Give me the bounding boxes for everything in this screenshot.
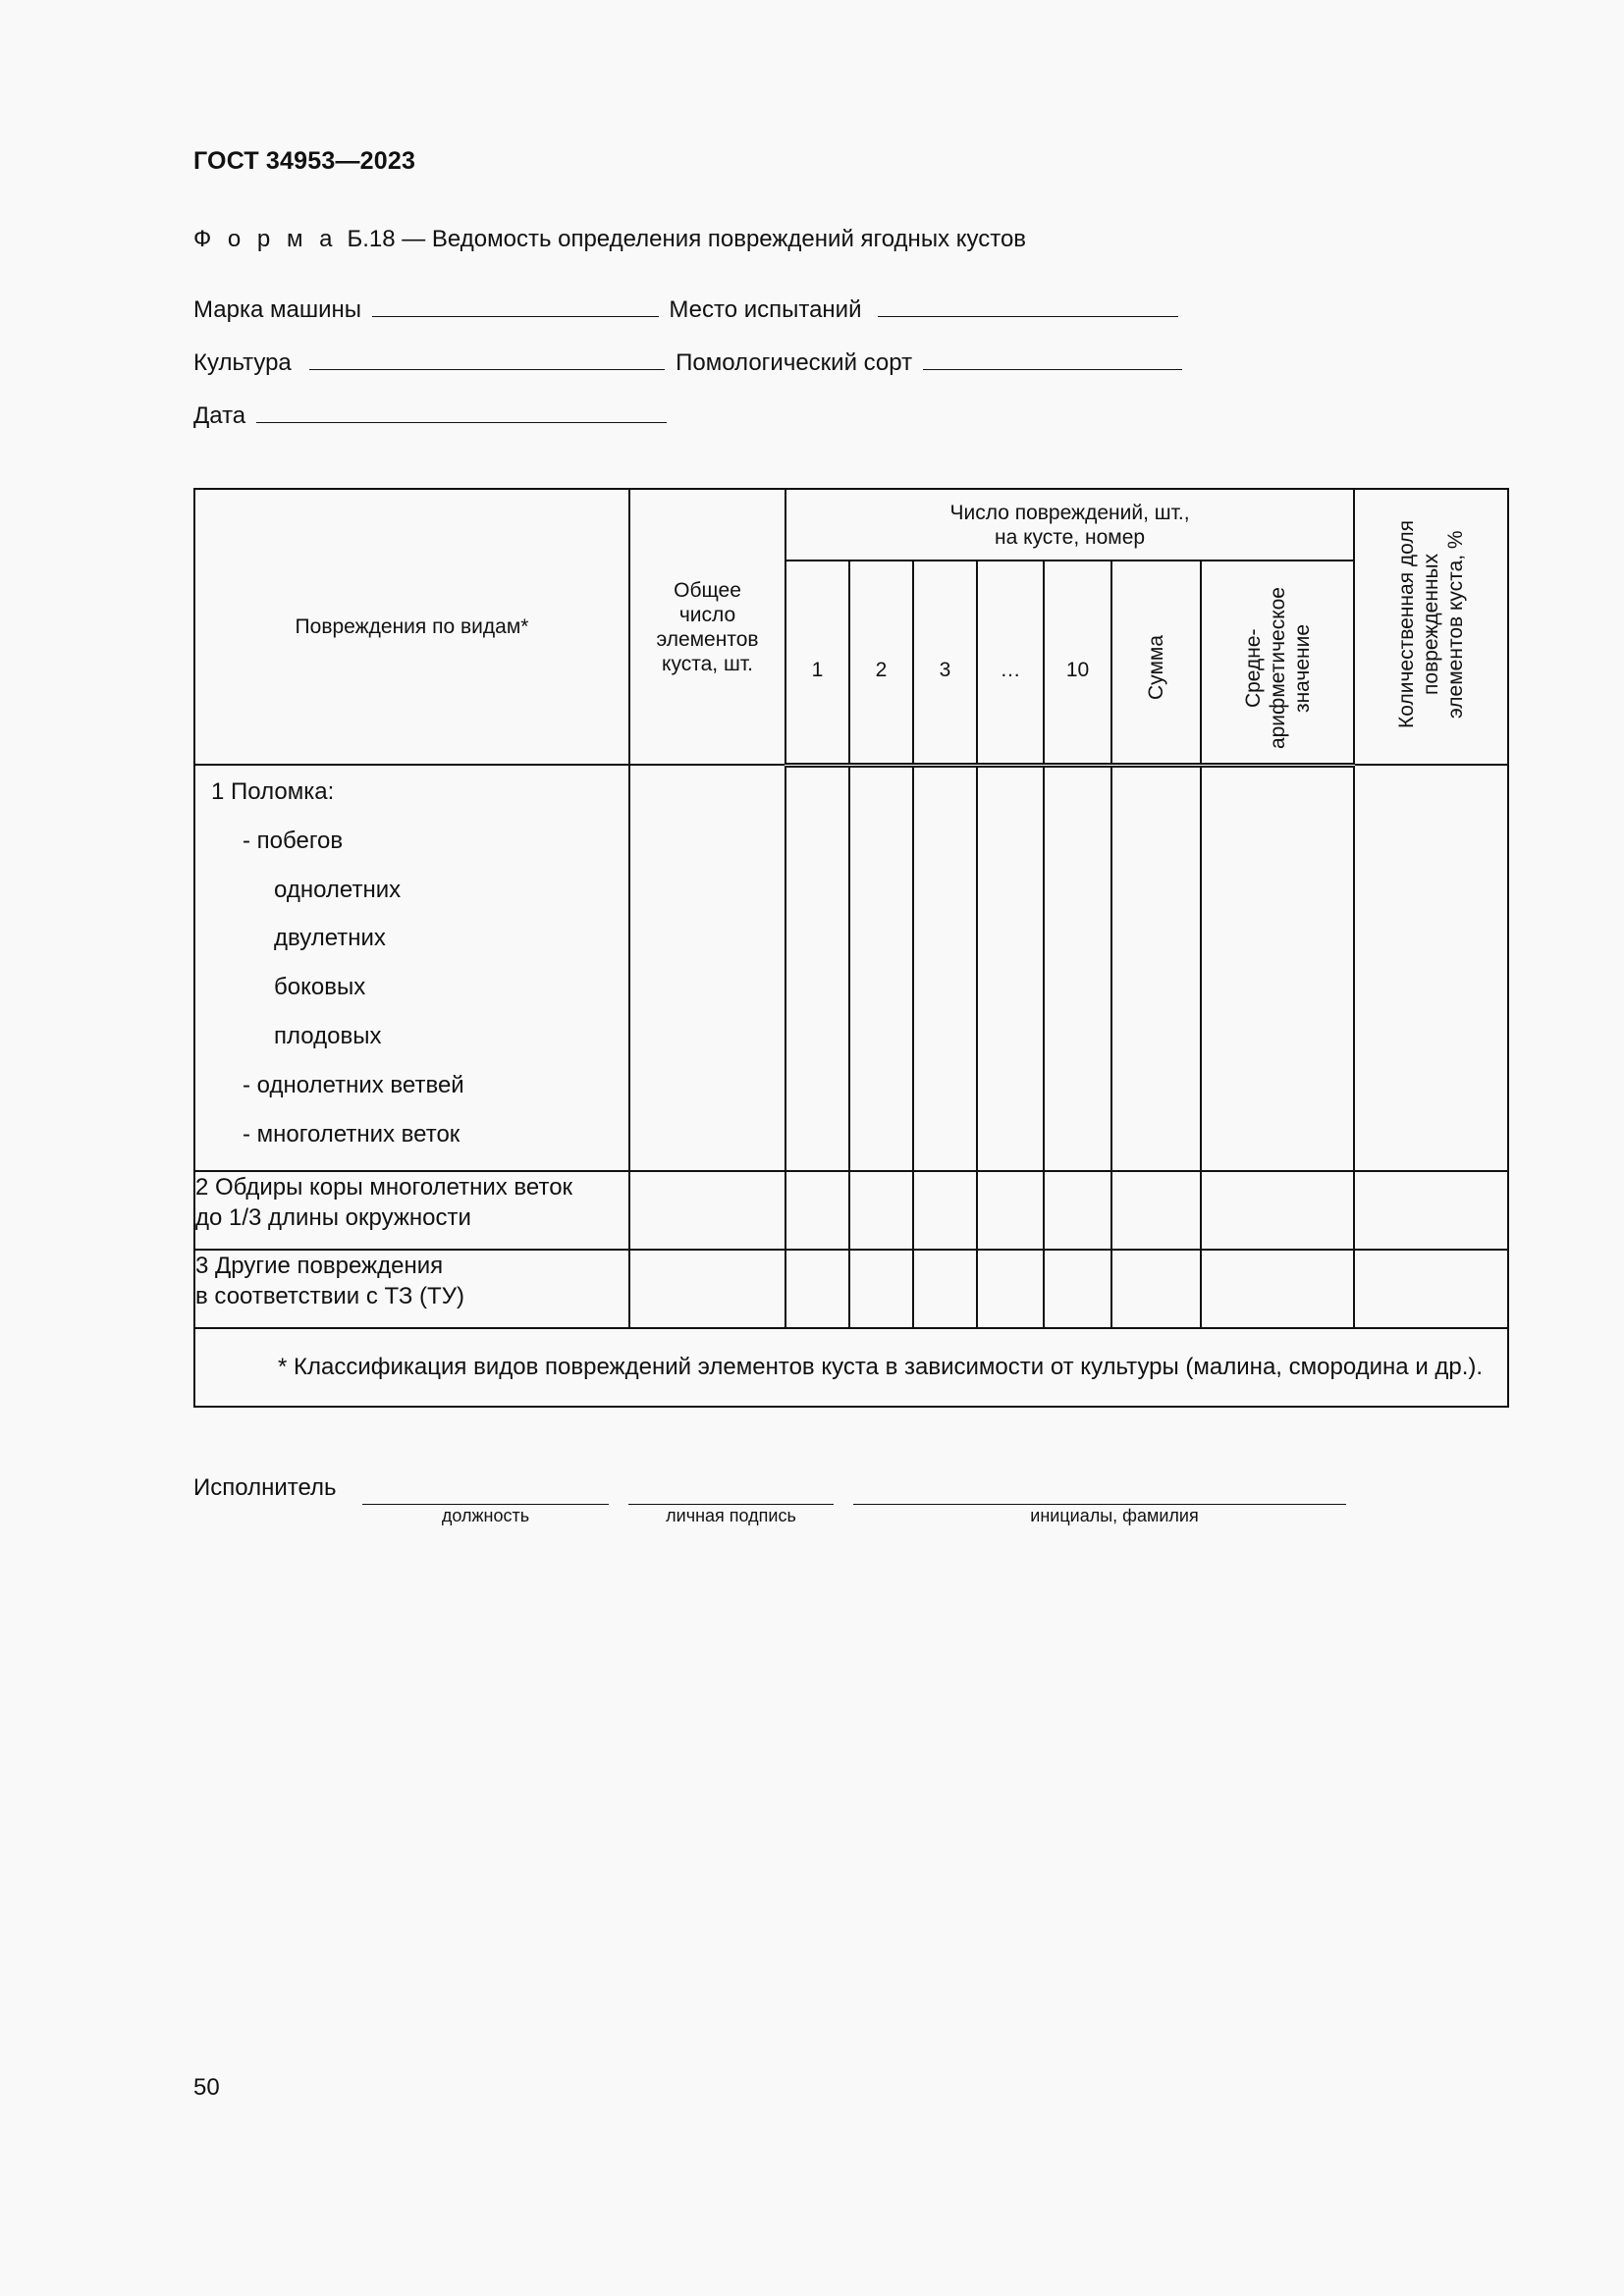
form-caption: [193, 226, 1026, 253]
table-cell[interactable]: [913, 1171, 977, 1250]
header-mean-line2: арифметическое: [1266, 586, 1289, 749]
row2-line2: до 1/3 длины окружности: [195, 1204, 471, 1232]
executor-label: Исполнитель: [193, 1474, 337, 1501]
header-damage-kinds: [194, 489, 629, 765]
table-cell[interactable]: [849, 1171, 913, 1250]
header-bush-1: 1: [785, 561, 849, 765]
crop-label: Культура: [193, 349, 292, 376]
name-caption: инициалы, фамилия: [1030, 1506, 1199, 1525]
header-share: [1354, 489, 1508, 765]
row1-title: 1 Поломка:: [211, 778, 335, 805]
header-bush-10: 10: [1044, 561, 1111, 765]
table-cell[interactable]: [1111, 1171, 1201, 1250]
table-row: [194, 1250, 1508, 1328]
table-footnote-text: * Классификация видов повреждений элементов куста в зависимости от культуры (малина, смородина и др.).: [278, 1354, 1484, 1381]
signature-line[interactable]: [628, 1503, 834, 1505]
table-cell[interactable]: [977, 1250, 1044, 1328]
header-mean-text: [1241, 587, 1315, 749]
table-cell[interactable]: [1201, 765, 1354, 1171]
header-mean-line1: Средне-: [1241, 627, 1265, 708]
damage-table: [193, 488, 1509, 1408]
form-caption-text: Б.18 — Ведомость определения повреждений ягодных кустов: [347, 226, 1027, 252]
field-row-crop: [193, 347, 1182, 377]
header-share-line1: Количественная доля: [1395, 519, 1419, 728]
header-bush-dots: …: [977, 561, 1044, 765]
table-cell[interactable]: [1044, 765, 1111, 1171]
list-item: - побегов: [243, 827, 344, 854]
variety-label: Помологический сорт: [676, 349, 913, 376]
row2-line1: 2 Обдиры коры многолетних веток: [195, 1174, 573, 1201]
table-cell[interactable]: [629, 1171, 785, 1250]
table-cell[interactable]: [629, 1250, 785, 1328]
row3-kinds: [194, 1250, 629, 1328]
document-title: ГОСТ 34953—2023: [193, 147, 416, 175]
table-cell[interactable]: [1201, 1250, 1354, 1328]
table-cell[interactable]: [1111, 765, 1201, 1171]
table-cell[interactable]: [785, 765, 849, 1171]
header-damage-count: [785, 489, 1354, 561]
table-row: [194, 1171, 1508, 1250]
header-mean: [1201, 561, 1354, 765]
signature-caption: личная подпись: [666, 1506, 796, 1525]
header-sum-text: Сумма: [1145, 635, 1167, 701]
table-cell[interactable]: [849, 765, 913, 1171]
row3-line1: 3 Другие повреждения: [195, 1253, 444, 1280]
field-row-machine: [193, 294, 1178, 324]
header-total-elements: [629, 489, 785, 765]
table-cell[interactable]: [1044, 1171, 1111, 1250]
table-cell[interactable]: [629, 765, 785, 1171]
header-share-line3: элементов куста, %: [1444, 529, 1468, 719]
table-cell[interactable]: [1111, 1250, 1201, 1328]
row3-line2: в соответствии с ТЗ (ТУ): [195, 1283, 464, 1310]
list-item: плодовых: [274, 1022, 382, 1049]
table-cell[interactable]: [977, 765, 1044, 1171]
table-cell[interactable]: [849, 1250, 913, 1328]
header-damage-count-line2: на кусте, номер: [994, 525, 1146, 549]
field-row-date: [193, 400, 667, 430]
header-bush-2: 2: [849, 561, 913, 765]
variety-input-line[interactable]: [923, 347, 1182, 370]
header-total-elements-text: Общее число элементов куста, шт.: [656, 578, 759, 675]
test-place-label: Место испытаний: [669, 296, 862, 323]
row1-kinds: [194, 765, 629, 1171]
position-line[interactable]: [362, 1503, 609, 1505]
header-share-text: [1394, 520, 1468, 728]
table-row: [194, 765, 1508, 1171]
table-footnote: [194, 1328, 1508, 1407]
list-item: боковых: [274, 974, 366, 1001]
table-cell[interactable]: [1354, 1171, 1508, 1250]
name-line[interactable]: [853, 1503, 1346, 1505]
header-bush-3: 3: [913, 561, 977, 765]
date-input-line[interactable]: [256, 400, 667, 423]
row2-kinds: [194, 1171, 629, 1250]
header-damage-count-line1: Число повреждений, шт.,: [949, 501, 1190, 524]
header-sum: [1111, 561, 1201, 765]
table-cell[interactable]: [785, 1250, 849, 1328]
table-cell[interactable]: [977, 1171, 1044, 1250]
table-cell[interactable]: [1354, 765, 1508, 1171]
table-cell[interactable]: [913, 765, 977, 1171]
table-cell[interactable]: [913, 1250, 977, 1328]
crop-input-line[interactable]: [309, 347, 665, 370]
table-cell[interactable]: [1201, 1171, 1354, 1250]
list-item: двулетних: [274, 925, 386, 952]
table-cell[interactable]: [1354, 1250, 1508, 1328]
table-cell[interactable]: [1044, 1250, 1111, 1328]
header-mean-line3: значение: [1290, 623, 1314, 713]
machine-label: Марка машины: [193, 296, 362, 323]
date-label: Дата: [193, 402, 246, 429]
page-number: 50: [193, 2074, 220, 2101]
header-share-line2: поврежденных: [1420, 553, 1443, 695]
form-word: Ф о р м а: [193, 226, 338, 252]
list-item: однолетних: [274, 876, 402, 903]
position-caption: должность: [441, 1506, 530, 1525]
list-item: - многолетних веток: [243, 1120, 460, 1148]
header-damage-kinds-text: Повреждения по видам*: [295, 614, 529, 638]
machine-input-line[interactable]: [372, 294, 659, 317]
table-cell[interactable]: [785, 1171, 849, 1250]
list-item: - однолетних ветвей: [243, 1071, 464, 1098]
test-place-input-line[interactable]: [878, 294, 1178, 317]
